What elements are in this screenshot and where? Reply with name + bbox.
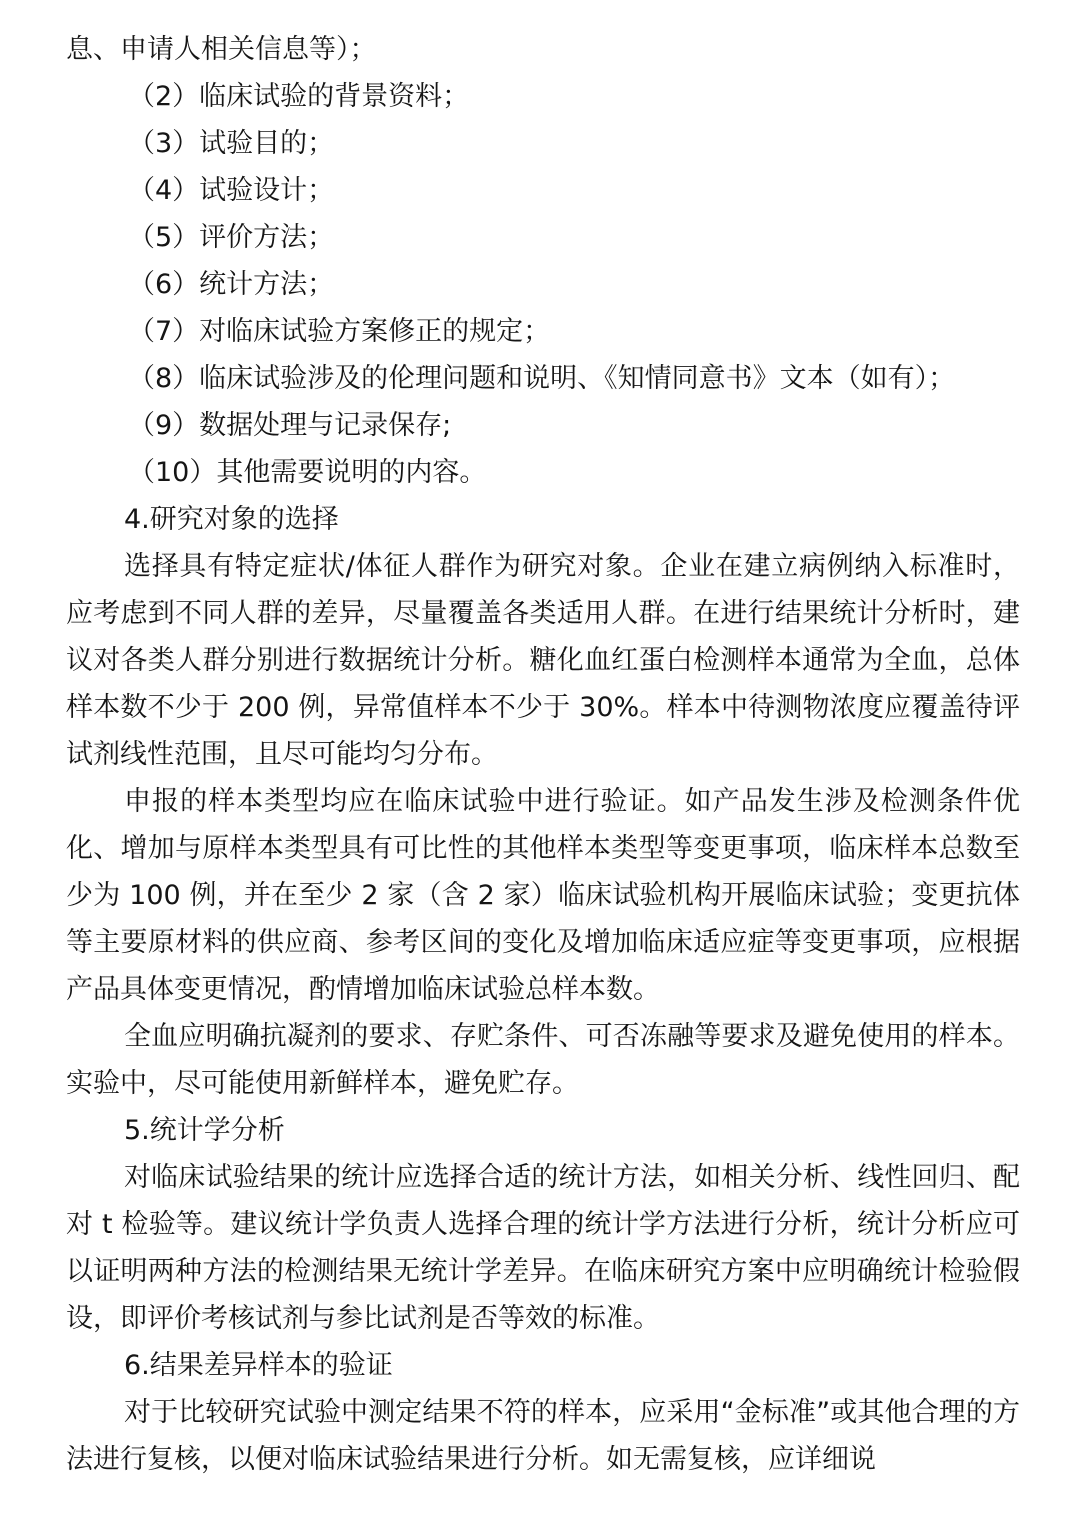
section-5-heading: 5.统计学分析 (124, 1115, 285, 1146)
list-item: （4）试验设计； (128, 175, 335, 206)
section-4-heading: 4.研究对象的选择 (124, 504, 339, 535)
list-item: （3）试验目的； (128, 128, 335, 159)
list-item: （8）临床试验涉及的伦理问题和说明、《知情同意书》文本（如有）； (128, 363, 956, 394)
requirements-list (66, 73, 1020, 496)
intro-tail-line: 息、申请人相关信息等）； (66, 34, 377, 65)
list-item: （2）临床试验的背景资料； (128, 81, 470, 112)
section-5-paragraph-1: 对临床试验结果的统计应选择合适的统计方法，如相关分析、线性回归、配对 t 检验等。建议统计学负责人选择合理的统计学方法进行分析，统计分析应可以证明两种方法的检测结果无统计学差异。在临床研究方案中应明确统计检验假设，即评价考核试剂与参比试剂是否等效的标准。 (66, 1162, 1020, 1334)
section-4-paragraph-2: 申报的样本类型均应在临床试验中进行验证。如产品发生涉及检测条件优化、增加与原样本类型具有可比性的其他样本类型等变更事项，临床样本总数至少为 100 例，并在至少 2 家（含 2 家）临床试验机构开展临床试验；变更抗体等主要原材料的供应商、参考区间的变化及增加临床适应症等变更事项，应根据产品具体变更情况，酌情增加临床试验总样本数。 (66, 786, 1020, 1005)
list-item: （6）统计方法； (128, 269, 335, 300)
section-4-paragraph-3: 全血应明确抗凝剂的要求、存贮条件、可否冻融等要求及避免使用的样本。实验中，尽可能使用新鲜样本，避免贮存。 (66, 1021, 1020, 1099)
list-item: （7）对临床试验方案修正的规定； (128, 316, 551, 347)
list-item: （5）评价方法； (128, 222, 335, 253)
section-6-paragraph-1: 对于比较研究试验中测定结果不符的样本，应采用“金标准”或其他合理的方法进行复核，以便对临床试验结果进行分析。如无需复核，应详细说 (66, 1397, 1020, 1475)
section-4-paragraph-1: 选择具有特定症状/体征人群作为研究对象。企业在建立病例纳入标准时，应考虑到不同人群的差异，尽量覆盖各类适用人群。在进行结果统计分析时，建议对各类人群分别进行数据统计分析。糖化血红蛋白检测样本通常为全血，总体样本数不少于 200 例，异常值样本不少于 30%。样本中待测物浓度应覆盖待评试剂线性范围，且尽可能均匀分布。 (66, 551, 1020, 770)
section-6-heading: 6.结果差异样本的验证 (124, 1350, 393, 1381)
list-item: （9）数据处理与记录保存; (128, 410, 452, 441)
list-item: （10）其他需要说明的内容。 (128, 457, 487, 488)
